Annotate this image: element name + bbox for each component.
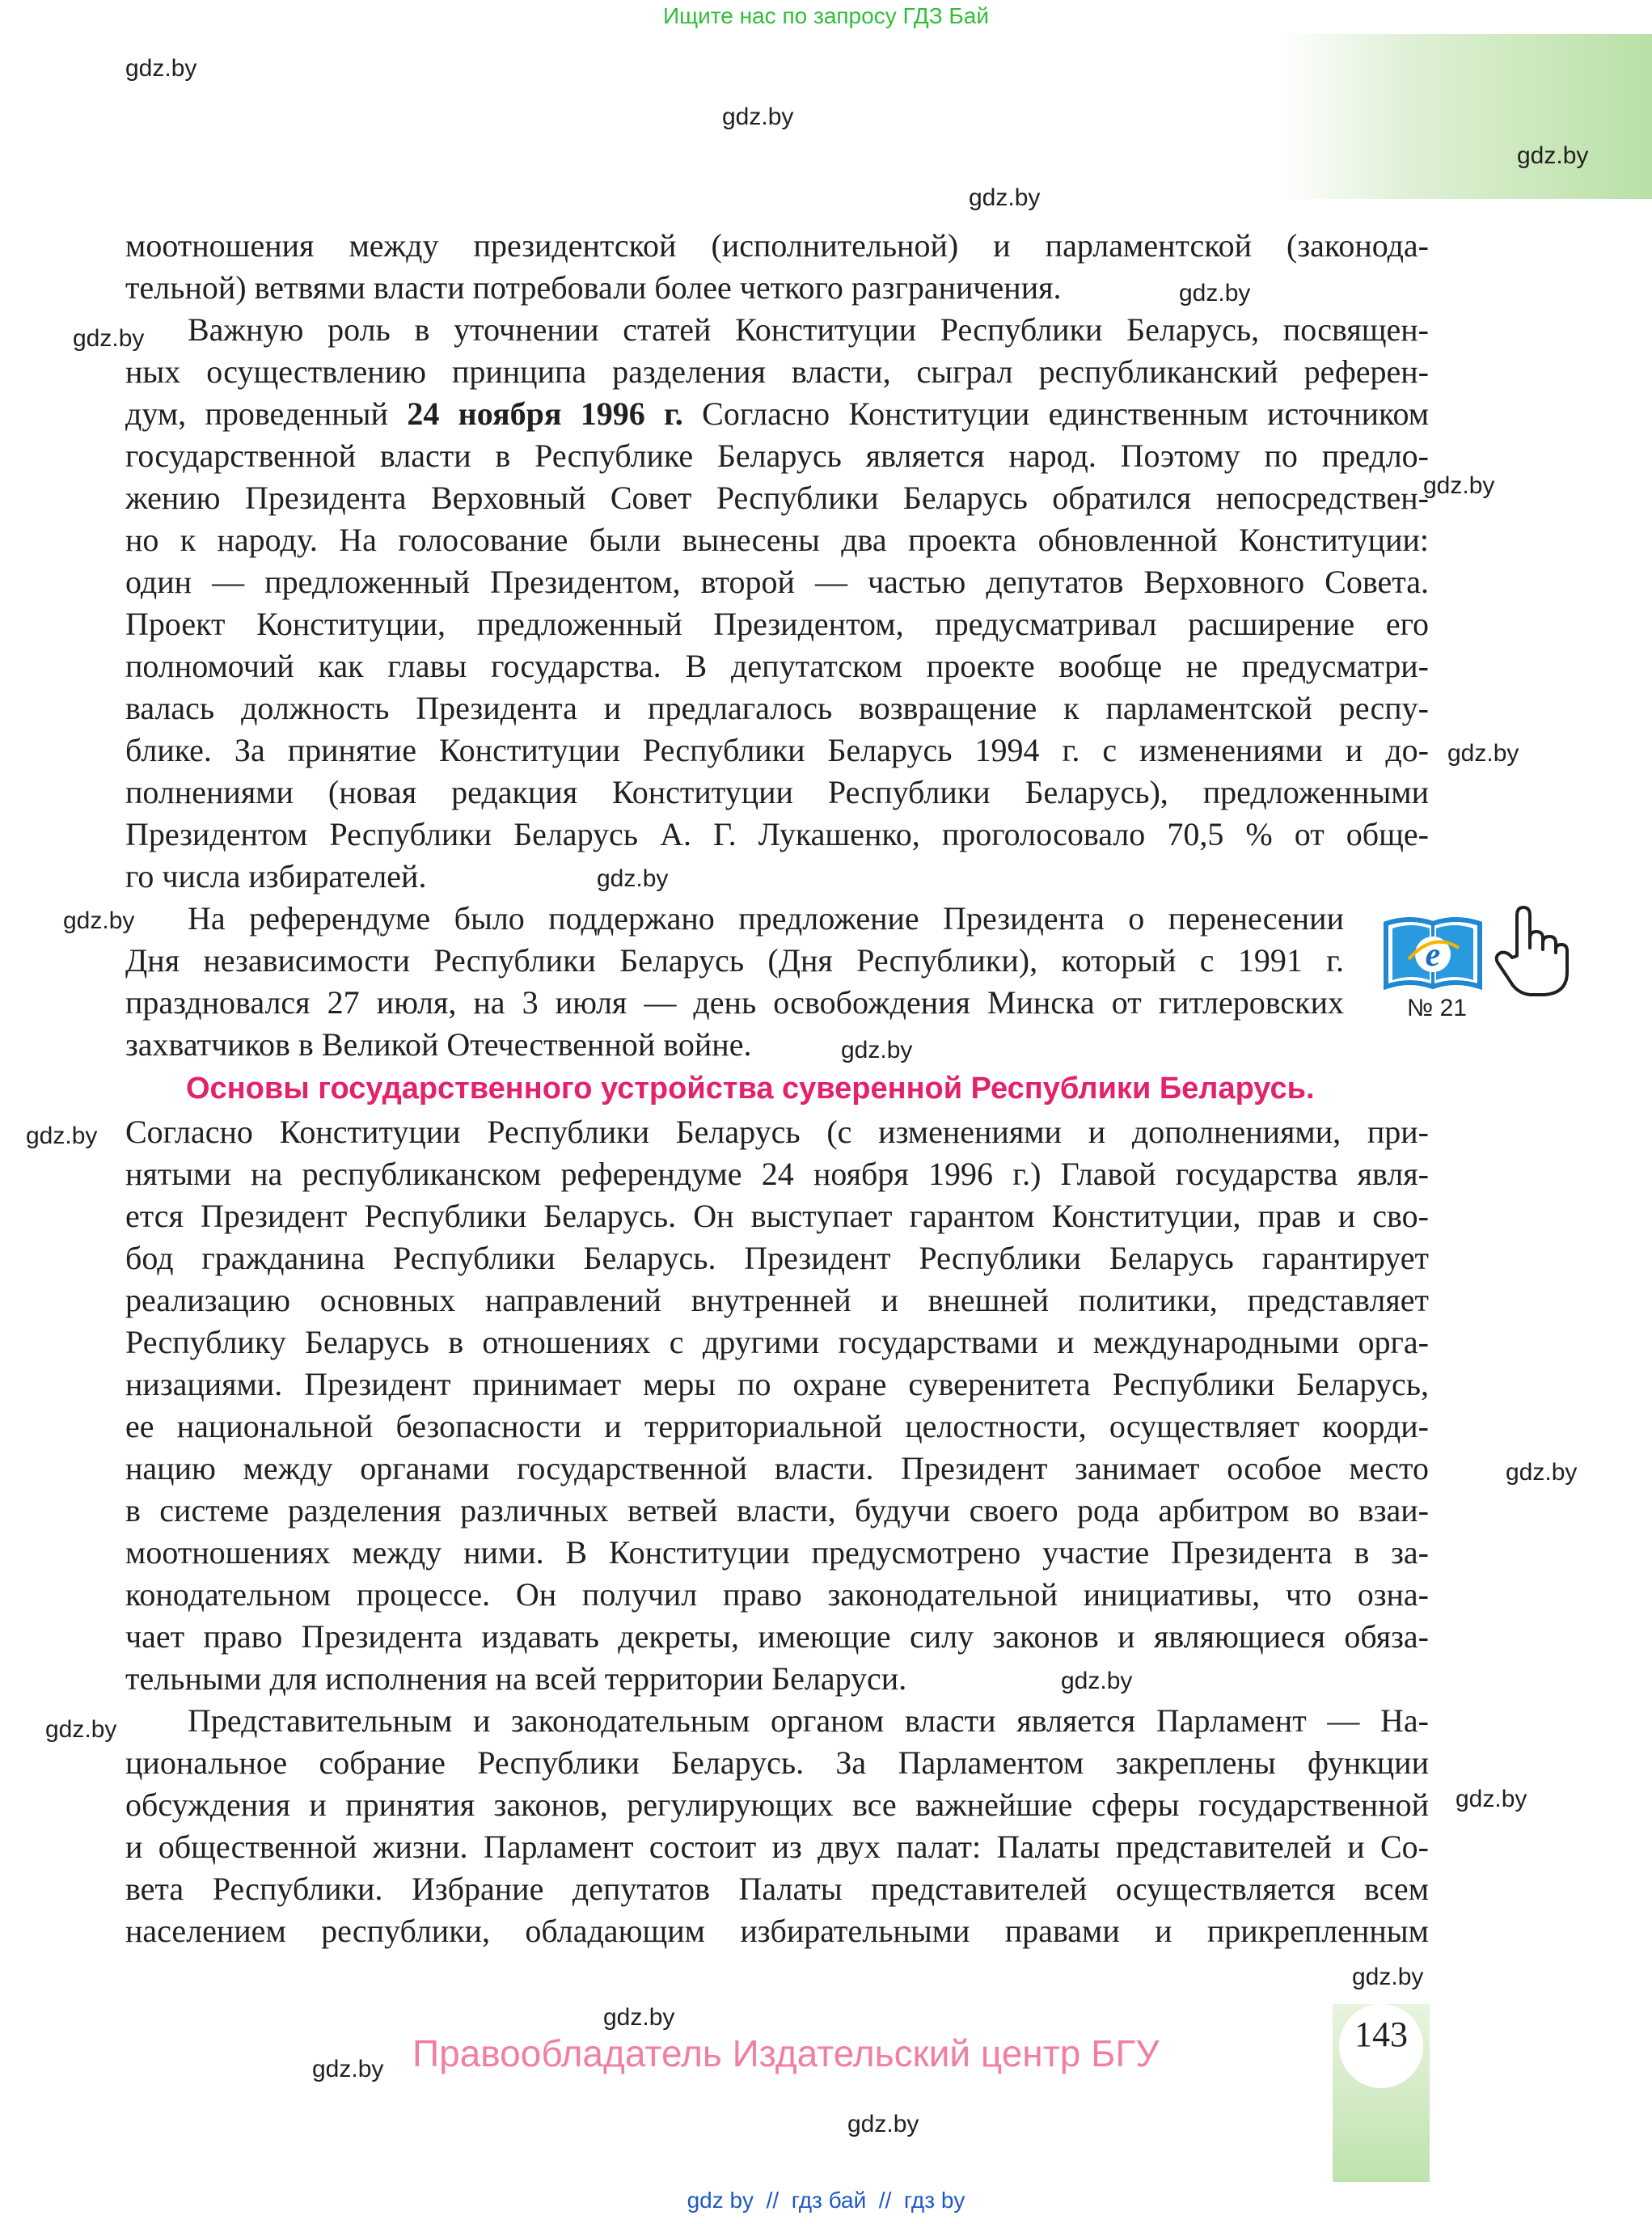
text-line: Согласно Конституции Республики Беларусь (с изменениями и дополнениями, при- [125, 1114, 1429, 1150]
copyright-notice: Правообладатель Издательский центр БГУ [412, 2032, 1160, 2074]
text-line: моотношения между президентской (исполнительной) и парламентской (законода- [125, 227, 1429, 264]
text-line: Представительным и законодательным органом власти является Парламент — На- [188, 1702, 1429, 1739]
section-heading: Основы государственного устройства суверенной Республики Беларусь. [186, 1072, 1315, 1106]
text-line: На референдуме было поддержано предложение Президента о перенесении [188, 900, 1344, 937]
watermark: gdz.by [847, 2111, 919, 2137]
text-line: ется Президент Республики Беларусь. Он выступает гарантом Конституции, прав и сво- [125, 1198, 1429, 1234]
watermark: gdz.by [312, 2056, 384, 2082]
watermark: gdz.by [1506, 1459, 1578, 1486]
text-line: нятыми на республиканском референдуме 24 ноября 1996 г.) Главой государства явля- [125, 1156, 1429, 1192]
watermark: gdz.by [841, 1037, 913, 1063]
text-run: дум, проведенный [125, 395, 408, 432]
text-line: праздновался 27 июля, на 3 июля — день освобождения Минска от гитлеровских [125, 984, 1344, 1021]
text-line: тельными для исполнения на всей территории Беларуси. [125, 1660, 907, 1697]
text-line: чает право Президента издавать декреты, имеющие силу законов и являющиеся обяза- [125, 1618, 1429, 1655]
text-line: Важную роль в уточнении статей Конституции Республики Беларусь, посвящен- [188, 311, 1429, 348]
watermark: gdz.by [63, 907, 135, 934]
text-line: тельной) ветвями власти потребовали более четкого разграничения. [125, 269, 1062, 306]
text-line: ных осуществлению принципа разделения власти, сыграл республиканский референ- [125, 353, 1429, 390]
text-line: захватчиков в Великой Отечественной войне. [125, 1026, 752, 1063]
watermark: gdz.by [1061, 1668, 1133, 1694]
text-line: бод гражданина Республики Беларусь. Президент Республики Беларусь гарантирует [125, 1240, 1429, 1276]
text-line: вета Республики. Избрание депутатов Палаты представителей осуществляется всем [125, 1871, 1429, 1907]
watermark: gdz.by [73, 325, 145, 352]
corner-decoration [1278, 34, 1652, 199]
watermark: gdz.by [969, 184, 1041, 211]
text-line: валась должность Президента и предлагалось возвращение к парламентской респу- [125, 690, 1429, 726]
date-bold: 24 ноября 1996 г. [407, 395, 683, 432]
svg-text:e: e [1425, 937, 1441, 974]
text-line: обсуждения и принятия законов, регулирующих все важнейшие сферы государственной [125, 1786, 1429, 1823]
watermark: gdz.by [45, 1716, 117, 1743]
text-line: но к народу. На голосование были вынесены два проекта обновленной Конституции: [125, 522, 1429, 558]
text-line: Дня независимости Республики Беларусь (Дня Республики), который с 1991 г. [125, 942, 1344, 979]
text-line-mixed [125, 393, 1429, 435]
text-line: полнениями (новая редакция Конституции Республики Беларусь), предложенными [125, 774, 1429, 810]
text-line: населением республики, обладающим избирательными правами и прикрепленным [125, 1913, 1429, 1949]
text-line: Республику Беларусь в отношениях с другими государствами и международными орга- [125, 1324, 1429, 1360]
watermark: gdz.by [597, 865, 669, 892]
text-line: го числа избирателей. [125, 858, 427, 894]
text-line: циональное собрание Республики Беларусь. За Парламентом закреплены функции [125, 1744, 1429, 1781]
watermark: gdz.by [1447, 740, 1519, 767]
text-line: государственной власти в Республике Беларусь является народ. Поэтому по предло- [125, 438, 1429, 474]
ebook-icon[interactable] [1381, 912, 1485, 993]
watermark: gdz.by [722, 104, 794, 130]
text-line: полномочий как главы государства. В депутатском проекте вообще не предусматри- [125, 648, 1429, 684]
pointing-hand-icon [1493, 904, 1574, 1001]
watermark: gdz.by [1179, 280, 1251, 307]
text-line: реализацию основных направлений внутренней и внешней политики, представляет [125, 1282, 1429, 1318]
text-line: Президентом Республики Беларусь А. Г. Лукашенко, проголосовало 70,5 % от обще- [125, 816, 1429, 852]
text-line: Проект Конституции, предложенный Президентом, предусматривал расширение его [125, 606, 1429, 642]
reference-number[interactable]: № 21 [1407, 995, 1467, 1021]
watermark: gdz.by [1423, 472, 1495, 499]
text-line: низациями. Президент принимает меры по охране суверенитета Республики Беларусь, [125, 1366, 1429, 1402]
watermark: gdz.by [26, 1123, 98, 1149]
text-line: в системе разделения различных ветвей власти, будучи своего рода арбитром во взаи- [125, 1492, 1429, 1528]
watermark: gdz.by [1352, 1964, 1424, 1990]
watermark: gdz.by [603, 2004, 675, 2031]
text-line: один — предложенный Президентом, второй — частью депутатов Верховного Совета. [125, 564, 1429, 600]
top-banner[interactable]: Ищите нас по запросу ГДЗ Бай [662, 3, 990, 28]
watermark: gdz.by [1517, 142, 1589, 169]
watermark: gdz.by [1456, 1786, 1527, 1812]
text-run: Согласно Конституции единственным источником [682, 395, 1430, 432]
bottom-links[interactable]: gdz by // гдз бай // гдз by [687, 2188, 965, 2213]
text-line: моотношениях между ними. В Конституции предусмотрено участие Президента в за- [125, 1534, 1429, 1571]
text-line: ее национальной безопасности и территориальной целостности, осуществляет коорди- [125, 1408, 1429, 1444]
page-number: 143 [1354, 2015, 1408, 2054]
text-line: конодательном процессе. Он получил право законодательной инициативы, что озна- [125, 1576, 1429, 1613]
text-line: жению Президента Верховный Совет Республики Беларусь обратился непосредствен- [125, 480, 1429, 516]
text-line: и общественной жизни. Парламент состоит из двух палат: Палаты представителей и Со- [125, 1829, 1429, 1865]
text-line: блике. За принятие Конституции Республики Беларусь 1994 г. с изменениями и до- [125, 732, 1429, 768]
watermark: gdz.by [125, 55, 197, 82]
text-line: нацию между органами государственной власти. Президент занимает особое место [125, 1450, 1429, 1486]
